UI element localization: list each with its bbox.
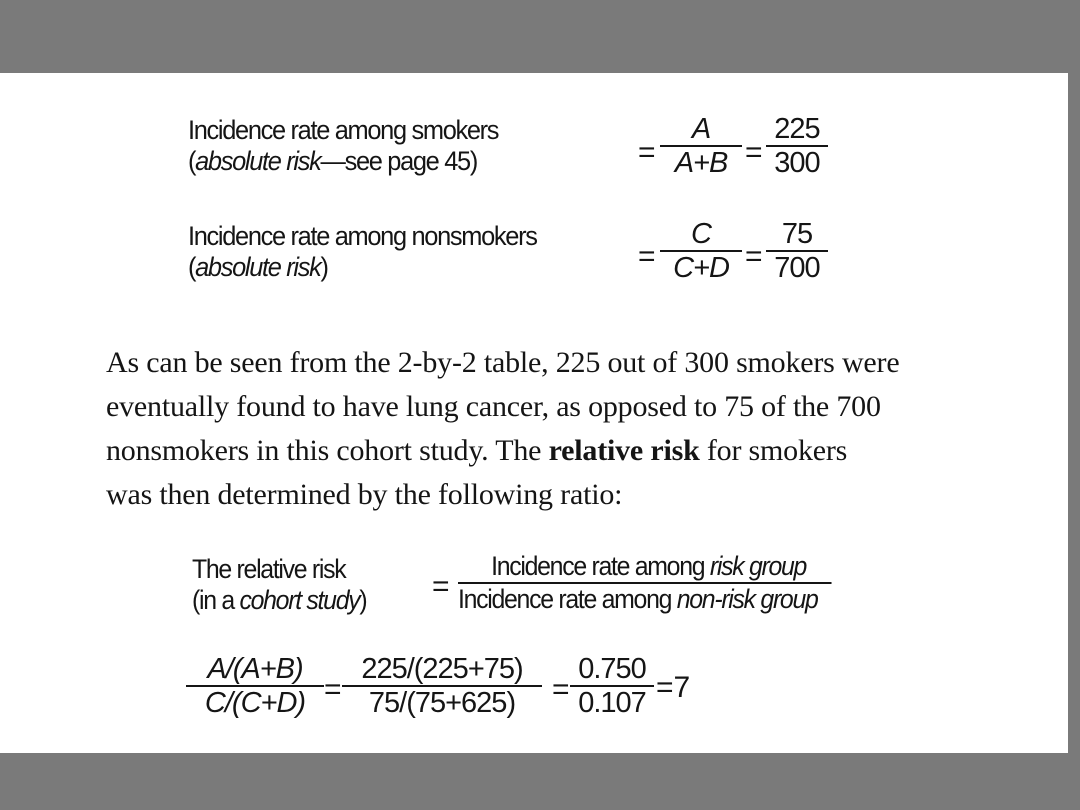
smokers-equals-1: = — [638, 136, 656, 169]
calc-result: =7 — [656, 671, 691, 704]
nonsmokers-equals-2: = — [745, 240, 763, 273]
nonsmokers-paren-open: ( — [188, 252, 196, 282]
calc-f1-denominator: C/(C+D) — [204, 687, 306, 719]
nonsmokers-equals-1: = — [638, 240, 656, 273]
relative-risk-label — [192, 554, 366, 616]
nonsmokers-label-line2 — [188, 252, 537, 283]
calc-fraction-expanded — [342, 653, 542, 719]
smokers-label-line2 — [188, 146, 498, 177]
nonsmokers-numerator-75: 75 — [766, 218, 828, 252]
smokers-see-page: —see page 45) — [320, 146, 477, 176]
nonsmokers-label — [188, 221, 537, 283]
relative-risk-equals: = — [432, 570, 450, 603]
relative-risk-numerator — [458, 551, 832, 584]
document-page — [0, 73, 1068, 753]
smokers-numerator-225: 225 — [766, 113, 828, 147]
calc-fraction-decimal — [570, 653, 654, 719]
relative-risk-risk-group: risk group — [709, 551, 807, 581]
paragraph-line-1: As can be seen from the 2-by-2 table, 225 out of 300 smokers were — [106, 346, 900, 379]
nonsmokers-fraction-numeric — [766, 218, 828, 284]
paragraph-line-3 — [106, 429, 1046, 473]
calc-fraction-symbolic — [186, 653, 324, 719]
smokers-equals-2: = — [745, 136, 763, 169]
calc-f3-denominator: 0.107 — [578, 687, 646, 719]
paragraph-line-3-post: for smokers — [699, 434, 848, 467]
body-paragraph — [106, 341, 1046, 517]
relative-risk-non-risk-group: non-risk group — [676, 584, 818, 614]
paragraph-line-4: was then determined by the following ratio: — [106, 478, 623, 511]
calc-f2-denominator: 75/(75+625) — [368, 687, 516, 719]
relative-risk-den-text: Incidence rate among — [458, 584, 677, 614]
relative-risk-paren-close: ) — [359, 585, 367, 615]
relative-risk-num-text: Incidence rate among — [491, 551, 710, 581]
relative-risk-label-line1: The relative risk — [192, 554, 346, 584]
smokers-absolute-risk: absolute risk — [195, 146, 321, 176]
relative-risk-term: relative risk — [548, 434, 700, 467]
calc-f1-numerator: A/(A+B) — [186, 653, 324, 687]
paragraph-line-2: eventually found to have lung cancer, as opposed to 75 of the 700 — [106, 390, 881, 423]
calc-f2-numerator: 225/(225+75) — [342, 653, 542, 687]
nonsmokers-denominator-cd: C+D — [673, 252, 729, 284]
paragraph-line-3-pre: nonsmokers in this cohort study. The — [106, 434, 549, 467]
relative-risk-denominator — [458, 584, 832, 615]
smokers-label — [188, 115, 498, 177]
relative-risk-in-a: (in a — [192, 585, 240, 615]
calc-equals-2: = — [552, 673, 570, 706]
smokers-fraction-numeric — [766, 113, 828, 179]
smokers-fraction-symbolic — [660, 113, 742, 179]
relative-risk-cohort-study: cohort study — [239, 585, 360, 615]
nonsmokers-absolute-risk: absolute risk — [195, 252, 321, 282]
smokers-denominator-ab: A+B — [674, 147, 728, 179]
calc-f3-numerator: 0.750 — [570, 653, 654, 687]
nonsmokers-denominator-700: 700 — [774, 252, 820, 284]
smokers-numerator-a: A — [660, 113, 742, 147]
calc-equals-1: = — [324, 673, 342, 706]
smokers-paren-open: ( — [188, 146, 196, 176]
nonsmokers-numerator-c: C — [660, 218, 742, 252]
nonsmokers-label-line1: Incidence rate among nonsmokers — [188, 221, 537, 251]
smokers-denominator-300: 300 — [774, 147, 820, 179]
nonsmokers-fraction-symbolic — [660, 218, 742, 284]
relative-risk-fraction — [458, 551, 832, 615]
smokers-label-line1: Incidence rate among smokers — [188, 115, 499, 145]
relative-risk-label-line2 — [192, 585, 366, 616]
nonsmokers-paren-close: ) — [320, 252, 328, 282]
